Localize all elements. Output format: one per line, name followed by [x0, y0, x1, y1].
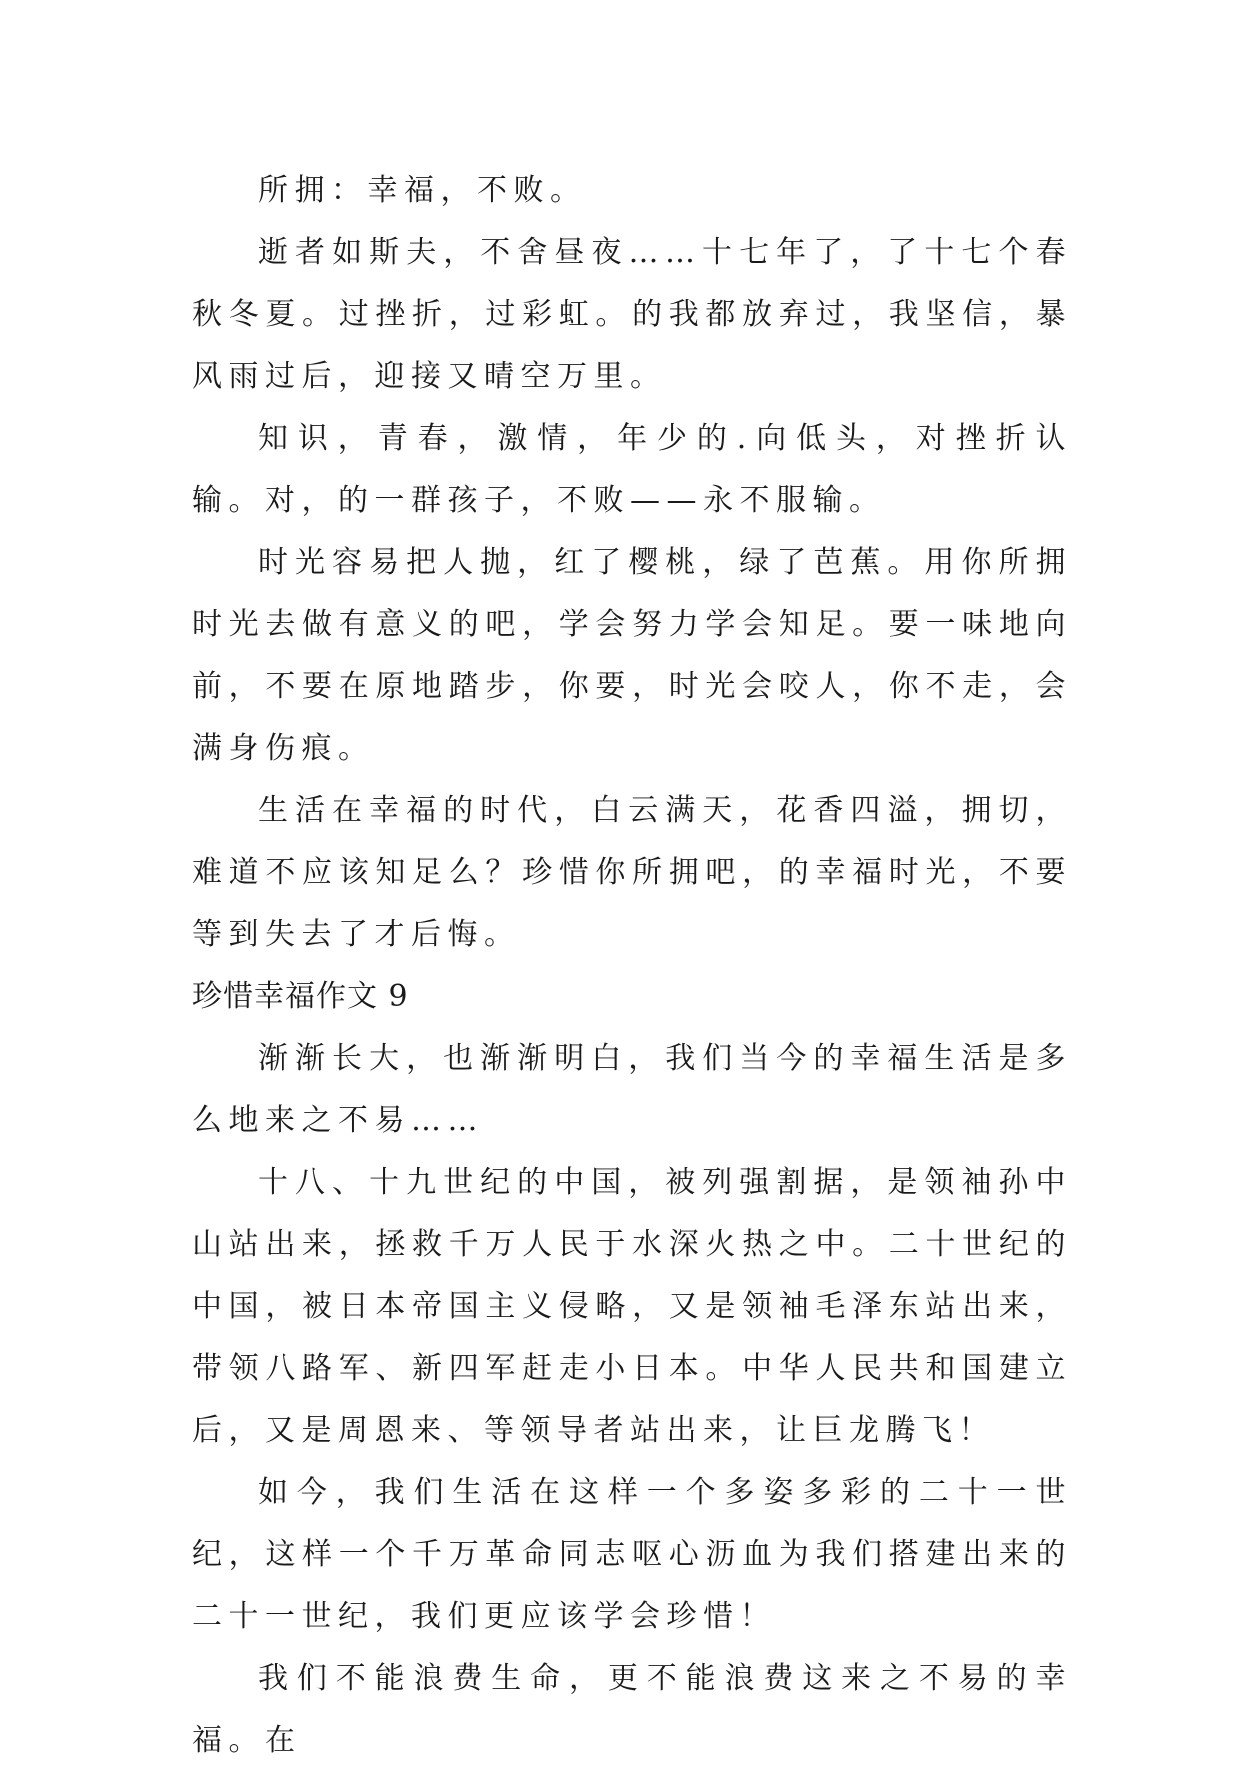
- paragraph: 生活在幸福的时代，白云满天，花香四溢，拥切，难道不应该知足么？珍惜你所拥吧，的幸福时光，不要等到失去了才后悔。: [192, 793, 1072, 952]
- paragraph: 所拥：幸福，不败。: [258, 173, 587, 208]
- document-body: [192, 160, 1072, 1772]
- section-title: 珍惜幸福作文 9: [192, 979, 409, 1014]
- paragraph: 逝者如斯夫，不舍昼夜……十七年了，了十七个春秋冬夏。过挫折，过彩虹。的我都放弃过，我坚信，暴风雨过后，迎接又晴空万里。: [192, 235, 1072, 394]
- paragraph: 知识，青春，激情，年少的.向低头，对挫折认输。对，的一群孩子，不败——永不服输。: [192, 421, 1072, 518]
- paragraph: 如今，我们生活在这样一个多姿多彩的二十一世纪，这样一个千万革命同志呕心沥血为我们搭建出来的二十一世纪，我们更应该学会珍惜！: [192, 1475, 1072, 1634]
- paragraph: 我们不能浪费生命，更不能浪费这来之不易的幸福。在: [192, 1661, 1072, 1758]
- paragraph: 十八、十九世纪的中国，被列强割据，是领袖孙中山站出来，拯救千万人民于水深火热之中。二十世纪的中国，被日本帝国主义侵略，又是领袖毛泽东站出来，带领八路军、新四军赶走小日本。中华人民共和国建立后，又是周恩来、等领导者站出来，让巨龙腾飞！: [192, 1165, 1072, 1448]
- paragraph: 渐渐长大，也渐渐明白，我们当今的幸福生活是多么地来之不易……: [192, 1041, 1072, 1138]
- paragraph: 时光容易把人抛，红了樱桃，绿了芭蕉。用你所拥时光去做有意义的吧，学会努力学会知足。要一味地向前，不要在原地踏步，你要，时光会咬人，你不走，会满身伤痕。: [192, 545, 1072, 766]
